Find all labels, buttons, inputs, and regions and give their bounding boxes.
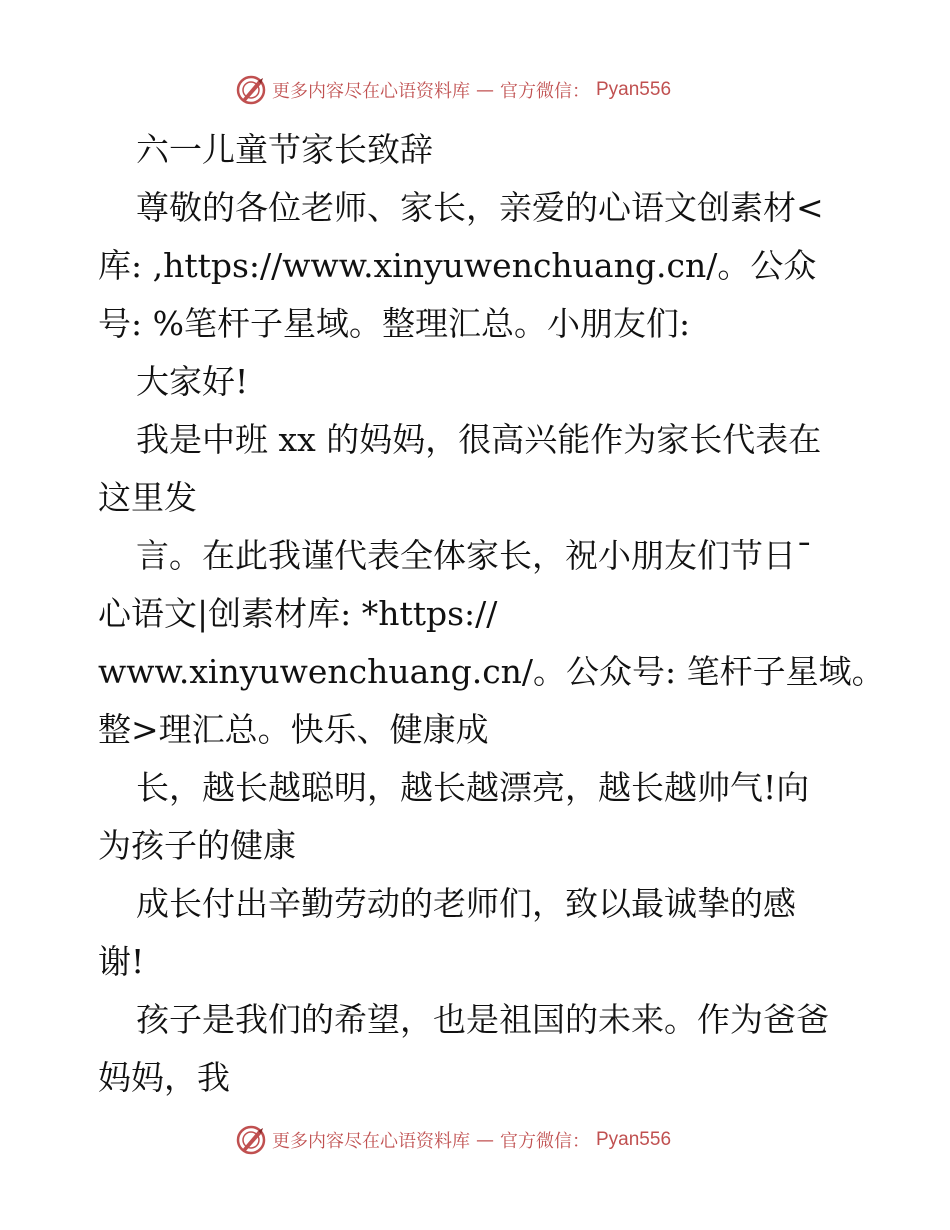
text-line: 整>理汇总。快乐、健康成 <box>98 710 489 749</box>
banner-wechat-id: Pyan556 <box>596 1129 672 1150</box>
banner-separator: — <box>476 79 494 101</box>
text-line: 这里发 <box>98 478 197 517</box>
banner-wechat-label: 官方微信： <box>500 1131 590 1152</box>
text-line: 心语文|创素材库: *https:// <box>98 594 498 633</box>
text-line: 号: %笔杆子星域。整理汇总。小朋友们: <box>98 304 691 343</box>
text-line: 孩子是我们的希望，也是祖国的未来。作为爸爸 <box>136 1000 829 1039</box>
banner-wechat-id: Pyan556 <box>596 79 672 100</box>
footer-banner <box>236 1123 671 1157</box>
text-line: 谢! <box>98 942 145 981</box>
quill-logo-icon <box>236 75 266 105</box>
text-line: 我是中班 xx 的妈妈，很高兴能作为家长代表在 <box>136 420 822 459</box>
text-line: 妈妈，我 <box>98 1058 230 1097</box>
text-line: 为孩子的健康 <box>98 826 296 865</box>
text-line: 尊敬的各位老师、家长，亲爱的心语文创素材< <box>136 188 824 227</box>
text-line: 言。在此我谨代表全体家长，祝小朋友们节日¯ <box>136 536 813 575</box>
banner-wechat-label: 官方微信： <box>500 81 590 102</box>
text-line: 长，越长越聪明，越长越漂亮，越长越帅气!向 <box>136 768 810 807</box>
text-line: www.xinyuwenchuang.cn/。公众号: 笔杆子星域。 <box>98 652 885 691</box>
text-line: 大家好! <box>136 362 249 401</box>
header-banner <box>236 73 671 107</box>
quill-logo-icon <box>236 1125 266 1155</box>
banner-text: 更多内容尽在心语资料库 <box>272 1131 470 1152</box>
document-body <box>98 121 885 1107</box>
banner-separator: — <box>476 1129 494 1151</box>
text-line: 库: ,https://www.xinyuwenchuang.cn/。公众 <box>98 246 817 285</box>
document-title: 六一儿童节家长致辞 <box>136 130 433 169</box>
banner-text: 更多内容尽在心语资料库 <box>272 81 470 102</box>
text-line: 成长付出辛勤劳动的老师们，致以最诚挚的感 <box>136 884 796 923</box>
